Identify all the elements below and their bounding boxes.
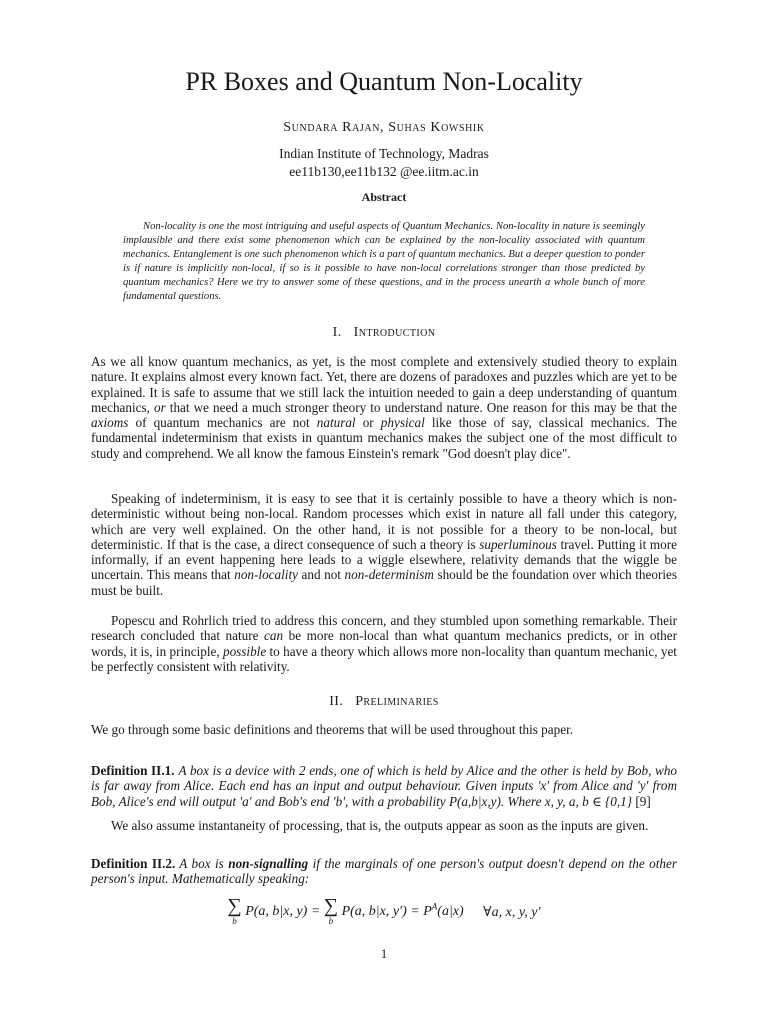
equation-term: P(a, b|x, y) =	[245, 904, 324, 919]
text-run: Popescu and Rohrlich tried to address this concern, and they stumbled upon something remarkable. Their research concluded that nature	[91, 613, 677, 644]
emphasis: axioms	[91, 415, 129, 431]
definition-label: Definition II.2.	[91, 856, 176, 871]
emphasis: or	[154, 399, 166, 415]
emphasis: possible	[222, 643, 267, 659]
text-run: A box is	[179, 856, 229, 871]
section-number: I.	[332, 325, 342, 340]
equation-quantifier: ∀a, x, y, y′	[483, 904, 541, 920]
text-run: be more non-local than what quantum mechanics predicts, or in other words, it is, in principle,	[91, 628, 678, 659]
section-title: Introduction	[353, 325, 436, 340]
citation: [9]	[632, 793, 651, 809]
definition-box	[91, 763, 677, 809]
section-number: II.	[329, 694, 344, 709]
intro-paragraph-1	[91, 354, 677, 461]
emphasis: non-locality	[234, 567, 298, 583]
text-run: As we all know quantum mechanics, as yet, is the most complete and extensively studied theory to explain nature. It explains almost every known fact. Yet, there are dozens of paradoxes and puzzles which are yet to be explained. It is safe to assume that we still lack the intuition needed to gain a deep understanding of quantum mechanics,	[91, 354, 677, 415]
preliminaries-paragraph-2: We also assume instantaneity of processing, that is, the outputs appear as soon as the inputs are given.	[111, 818, 649, 833]
emphasis: can	[264, 628, 284, 644]
text-run: to have a theory which allows more non-locality than quantum mechanic, yet be perfectly consistent with relativity.	[91, 643, 677, 674]
equation-term: P(a, b|x, y′) = P	[341, 904, 432, 919]
sum-index: b	[232, 916, 237, 926]
equation-term: (a|x)	[437, 904, 464, 919]
section-heading-introduction	[0, 325, 768, 341]
text-run: Speaking of indeterminism, it is easy to see that it is certainly possible to have a theory which is non-deterministic without being non-local. Random processes which exist in nature all fall under this category, which are very well explained. On the other hand, it is not possible for a theory to be non-local, but deterministic. If that is the case, a direct consequence of such a theory is	[91, 491, 677, 552]
abstract-text: Non-locality is one the most intriguing and useful aspects of Quantum Mechanics. Non-locality in nature is seemingly implausible and there exist some phenomenon which can be explained by the non-locality associated with quantum mechanics. Entanglement is one such phenomenon which is a part of quantum mechanics. But a deeper question to ponder is if nature is implicitly non-local, if so is it possible to have non-local correlations stronger than those predicted by quantum mechanics? Here we try to answer some of these questions, and in the process unearth a whole bunch of more fundamental questions.	[123, 221, 645, 302]
text-run: and not	[297, 567, 345, 583]
definition-non-signalling	[91, 856, 677, 887]
text-run: that we need a much stronger theory to understand nature. One reason for this may be that the	[165, 399, 678, 415]
text-run: of quantum mechanics are not	[128, 415, 317, 431]
sum-symbol: ∑	[227, 895, 242, 917]
intro-paragraph-3	[91, 613, 677, 674]
section-heading-preliminaries	[0, 694, 768, 710]
affiliation: Indian Institute of Technology, Madras	[279, 146, 489, 161]
text-run: or	[355, 415, 381, 431]
text-run: should be the foundation over which theories must be built.	[91, 567, 677, 598]
equation-non-signalling	[0, 897, 768, 927]
definition-body	[91, 856, 677, 886]
preliminaries-paragraph-1: We go through some basic definitions and theorems that will be used throughout this paper.	[91, 722, 574, 737]
text-run: like those of say, classical mechanics. The fundamental indeterminism that exists in quantum mechanics makes the subject one of the most difficult to study and comprehend. We all know the famous Einstein's remark "God doesn't play dice".	[91, 415, 677, 461]
email: ee11b130,ee11b132 @ee.iitm.ac.in	[289, 164, 479, 179]
definition-body: A box is a device with 2 ends, one of which is held by Alice and the other is held by Bob, who is far away from Alice. Each end has an input and output behaviour. Given inputs 'x' from Alice and 'y' from Bob, Alice's end will output 'a' and Bob's end 'b', with a probability P(a,b|x,y). Where x, y, a, b ∈ {0,1}	[91, 763, 678, 809]
emphasis: superluminous	[479, 536, 557, 552]
abstract-heading: Abstract	[361, 190, 407, 204]
text-run: if the marginals of one person's output doesn't depend on the other person's input. Mathematically speaking:	[91, 856, 677, 887]
emphasis: natural	[316, 415, 356, 431]
sum-symbol: ∑	[323, 895, 339, 917]
sum-index: b	[328, 916, 334, 926]
emphasis: non-determinism	[344, 567, 434, 583]
authors: Sundara Rajan, Suhas Kowshik	[283, 120, 485, 135]
summation	[227, 897, 241, 927]
intro-paragraph-2	[91, 491, 677, 598]
emphasis: physical	[380, 415, 425, 431]
definition-label: Definition II.1.	[91, 763, 175, 778]
affiliation-block	[0, 145, 768, 181]
superscript: A	[431, 901, 438, 912]
paper-title: PR Boxes and Quantum Non-Locality	[185, 67, 583, 96]
page-number: 1	[380, 946, 388, 961]
summation	[324, 897, 338, 927]
emphasis-bold: non-signalling	[228, 856, 309, 871]
section-title: Preliminaries	[355, 694, 439, 709]
text-run: travel. Putting it more informally, if an event happening here leads to a wiggle elsewhere, relativity demands that the wiggle be uncertain. This means that	[91, 536, 677, 583]
